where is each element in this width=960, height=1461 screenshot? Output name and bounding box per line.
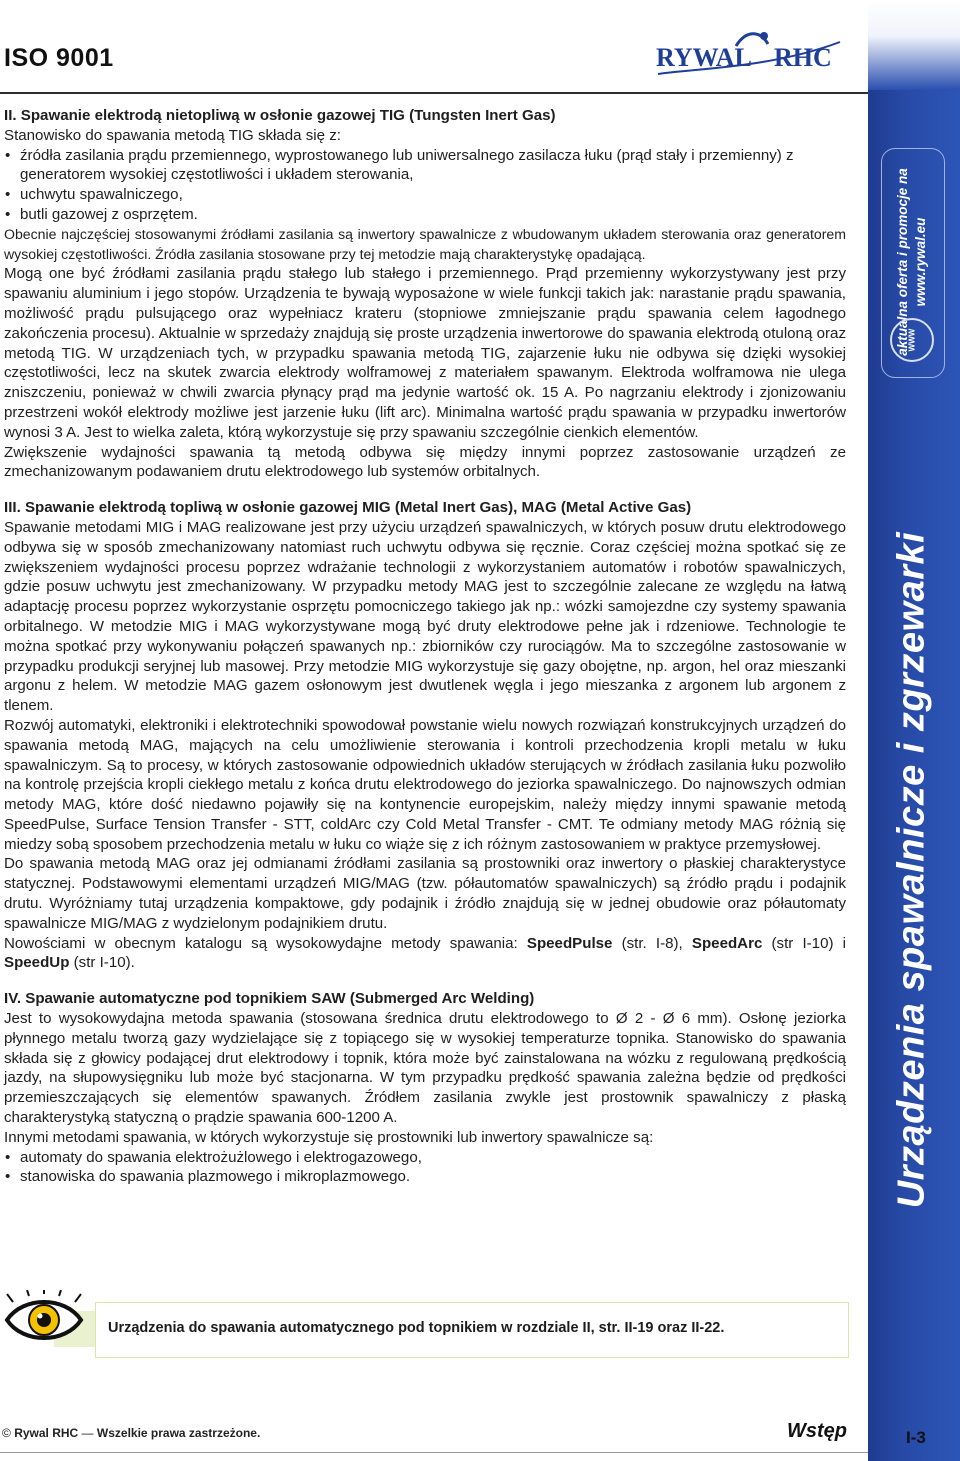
sidebar: [868, 0, 960, 1461]
section-3-title: III. Spawanie elektrodą topliwą w osłonie gazowej MIG (Metal Inert Gas), MAG (Metal Active Gas): [4, 499, 692, 517]
footer-section-title: Wstęp: [787, 1420, 847, 1442]
footer-company: Rywal RHC: [14, 1426, 79, 1440]
document-code: ISO 9001: [4, 44, 114, 72]
section-2-title: II. Spawanie elektrodą nietopliwą w osłonie gazowej TIG (Tungsten Inert Gas): [4, 107, 556, 124]
paragraph: Zwiększenie wydajności spawania tą metodą odbywa się między innymi poprzez zastosowanie urządzeń ze zmechanizowanym podawaniem drutu elektrodowego lub systemów orbitalnych.: [4, 443, 846, 481]
paragraph: Innymi metodami spawania, w których wykorzystuje się prostowniki lub inwertory spawalnicze są:: [4, 1128, 654, 1146]
footer-copyright: [2, 1426, 260, 1440]
paragraph: Mogą one być źródłami zasilania prądu stałego lub stałego i przemiennego. Prąd przemienny wykorzystywany jest przy spawaniu aluminium i jego stopów. Urządzenia te bywają wyposażone w wiele funkcji takich jak: narastanie prądu spawania, możliwość prądu pulsującego oraz wypełniacz krateru (stopniowe zmniejszanie prądu spawania celem łagodnego zakończenia procesu). Aktualnie w sprzedaży znajdują się proste urządzenia inwertorowe do spawania elektrodą otuloną oraz metodą TIG. W urządzeniach tych, w przypadku spawania metodą TIG, zajarzenie łuku nie odbywa się dzięki wysokiej częstotliwości, lecz na skutek zwarcia elektrody wolframowej z materiałem spawanym. Elektroda wolframowa nie ulega zniszczeniu, ponieważ w chwili zwarcia płynący prąd ma jedynie wartość ok. 15 A. Po nagrzaniu elektrody i zjonizowaniu przestrzeni wokół elektrody możliwe jest jarzenie łuku (lift arc). Minimalna wartość prądu spawania w przypadku inwertorów wynosi 3 A. Jest to wielka zaleta, którą wykorzystuje się przy spawaniu szczególnie cienkich elementów.: [4, 265, 846, 441]
paragraph: Rozwój automatyki, elektroniki i elektrotechniki spowodował powstanie wielu nowych rozwiązań konstrukcyjnych urządzeń do spawania metodą MAG, mających na celu umożliwienie sterowania i kontroli przechodzenia kropli metalu w łuku spawalniczym. Są to procesy, w których zastosowanie odpowiednich układów sterujących w źródłach zasilania łuku pozwoliło na kontrolę przejścia kropli ciekłego metalu z końca drutu elektrodowego do jeziorka spawalniczego. Do najnowszych odmian metody MAG, które dość niedawno pojawiły się na kontynencie europejskim, należy między innymi spawanie metodą SpeedPulse, Surface Tension Transfer - STT, coldArc czy Cold Metal Transfer - CMT. Te odmiany metody MAG różnią się miedzy sobą sposobem przechodzenia metalu w łuku co wiąże się z ich różnym zastosowaniem w praktyce przemysłowej.: [4, 716, 846, 853]
paragraph: Do spawania metodą MAG oraz jej odmianami źródłami zasilania są prostowniki oraz inwertory o płaskiej charakterystyce statycznej. Podstawowymi elementami urządzeń MIG/MAG (tzw. półautomatów spawalniczych) są źródło prądu i podajnik drutu. Wyróżniamy tutaj urządzenia kompaktowe, gdy podajnik i źródło znajdują się w jednej obudowie oraz półautomaty spawalnicze MIG/MAG z wydzielonym podajnikiem drutu.: [4, 855, 846, 932]
paragraph: Jest to wysokowydajna metoda spawania (stosowana średnica drutu elektrodowego to Ø 2 - Ø 6 mm). Osłonę jeziorka płynnego metalu tworzą gazy wydzielające się z topiącego się w wysokiej temperaturze topnika. Stanowisko do spawania składa się z głowicy podającej drut elektrodowy i topnik, która może być zainstalowana na wózku z regulowaną prędkością jazdy, na słupowysięgniku lub może być stacjonarna. W tym przypadku prędkość spawania zależna będzie od prędkości przemieszczających się elementów spawanych. Źródłem zasilania zwykle jest prostownik spawalniczy z płaską charakterystyką statyczną o prądzie spawania 600-1200 A.: [4, 1010, 846, 1127]
novelty-ref-1: (str. I-8),: [612, 934, 692, 952]
list-item: • źródła zasilania prądu przemiennego, wyprostowanego lub uniwersalnego zasilacza łuku (prąd stały i przemienny) z generatorem wysokiej częstotliwości i układem sterowania,: [4, 146, 846, 186]
list-item: • automaty do spawania elektrożużlowego i elektrogazowego,: [4, 1148, 846, 1168]
sidebar-vertical-title: Urządzenia spawalnicze i zgrzewarki: [890, 531, 933, 1209]
eye-icon: [3, 1290, 85, 1348]
sidebar-top-fade: [868, 0, 960, 90]
footer-rights: Wszelkie prawa zastrzeżone.: [96, 1426, 261, 1440]
footer-divider: [0, 1452, 868, 1453]
method-speedarc: SpeedArc: [691, 934, 763, 952]
list-item: • uchwytu spawalniczego,: [4, 185, 846, 205]
novelty-prefix: Nowościami w obecnym katalogu są wysokowydajne metody spawania:: [4, 934, 527, 952]
method-speedup: SpeedUp: [4, 954, 70, 972]
rywal-rhc-logo: [650, 28, 850, 86]
header-divider: [0, 92, 868, 94]
promo-url-link[interactable]: www.rywal.eu: [913, 217, 928, 307]
novelty-ref-3: (str I-10).: [69, 954, 135, 972]
section-2-intro: Stanowisko do spawania metodą TIG składa się z:: [4, 126, 341, 144]
section-4-title: IV. Spawanie automatyczne pod topnikiem SAW (Submerged Arc Welding): [4, 990, 535, 1008]
paragraph: Obecnie najczęściej stosowanymi źródłami zasilania są inwertory spawalnicze z wbudowanym układem sterowania oraz generatorem wysokiej częstotliwości. Źródła zasilania stosowane przy tej metodzie mają charakterystykę opadającą.: [4, 225, 846, 262]
logo-text-right: RHC: [774, 43, 832, 72]
section-4-list: [4, 1148, 846, 1188]
globe-icon: [890, 318, 934, 362]
page-number: I-3: [906, 1428, 926, 1447]
novelty-ref-2: (str I-10) i: [762, 934, 846, 952]
section-2-list: [4, 146, 846, 225]
list-item: • butli gazowej z osprzętem.: [4, 205, 846, 225]
footer-separator: —: [81, 1426, 97, 1440]
list-item: • stanowiska do spawania plazmowego i mikroplazmowego.: [4, 1167, 846, 1187]
paragraph: Spawanie metodami MIG i MAG realizowane jest przy użyciu urządzeń spawalniczych, w których posuw drutu elektrodowego odbywa się w sposób zmechanizowany natomiast ruch uchwytu odbywa się ręcznie. Coraz częściej można spotkać się ze zwiększeniem wydajności procesu poprzez wdrażanie technologii z wykorzystaniem automatów i robotów spawalniczych, gdzie posuw uchwytu jest zmechanizowany. W przypadku metody MAG jest to szczególnie zalecane ze względu na łatwą adaptację procesu poprzez wykorzystanie osprzętu pomocniczego takiego jak np.: wózki samojezdne czy systemy spawania orbitalnego. W metodzie MIG i MAG wykorzystywane mogą być druty elektrodowe pełne jak i rdzeniowe. Technologie te można spotkać przy wykonywaniu połączeń spawanych np.: zbiorników czy rurociągów. Ma to szczególne zastosowanie w przypadku produkcji seryjnej lub masowej. Przy metodzie MIG wykorzystuje się gazy obojętne, np. argon, hel oraz mieszanki argonu z helem. W metodzie MAG gazem osłonowym jest dwutlenek węgla i jego mieszanka z argonem lub argonem z tlenem.: [4, 518, 846, 715]
logo-text-left: RYWAL: [656, 43, 752, 72]
main-content: [4, 106, 846, 1187]
novelty-paragraph: [4, 934, 846, 974]
copyright-symbol: ©: [2, 1426, 11, 1440]
method-speedpulse: SpeedPulse: [526, 934, 613, 952]
note-text: Urządzenia do spawania automatycznego pod topnikiem w rozdziale II, str. II-19 oraz II-22.: [108, 1320, 725, 1336]
promo-line-1: aktualna oferta i promocje na: [895, 168, 910, 356]
globe-icon-label: WWW: [907, 328, 917, 352]
